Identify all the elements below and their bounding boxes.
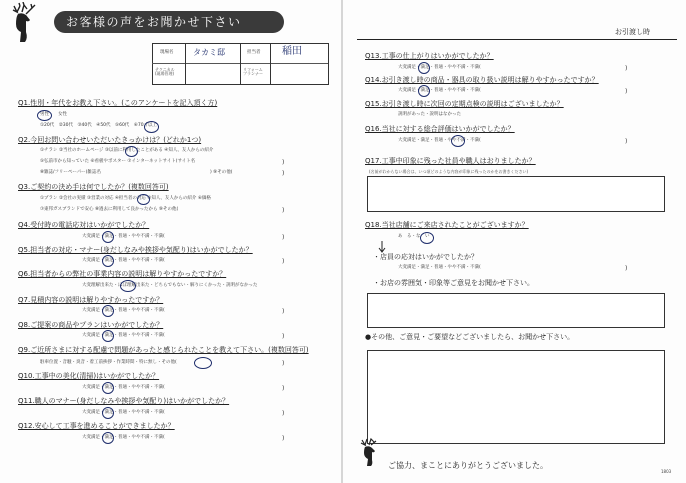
value-builder: 稲田 xyxy=(282,46,302,57)
deer-logo-icon xyxy=(357,437,383,467)
q15-question: Q15.お引き渡し時に次回の定期点検の説明はございましたか？ xyxy=(365,100,564,108)
answer-mark xyxy=(125,146,138,157)
answer-mark xyxy=(37,110,52,121)
q2-line2: ⑤弘前市から知っていた ⑥看板やポスター ⑦インターネットサイト(サイト名 xyxy=(40,159,196,164)
q2-question: Q2.今回お問い合わせいただいたきっかけは？(どれか1つ) xyxy=(18,136,202,144)
page-code: 1803 xyxy=(661,469,672,474)
label-reform: リフォーム プランナー xyxy=(243,67,263,76)
q11-scale: 大変満足・満足・普通・やや不満・不満( xyxy=(82,410,165,415)
value-site: タカミ邸 xyxy=(193,48,225,57)
q11-question: Q11.職人のマナー(身だしなみや挨拶や気配り)はいかがでしたか？ xyxy=(18,397,230,405)
answer-mark xyxy=(102,382,114,394)
arrow-down-icon xyxy=(378,241,386,253)
q5-question: Q5.担当者の対応・マナー(身だしなみや挨拶や気配り)はいかがでしたか？ xyxy=(18,246,253,254)
q4-question: Q4.受付時の電話応対はいかがでしたか？ xyxy=(18,221,150,229)
q3-line2: ⑦東邦ガスブランドで安心 ⑧過去に利用して良かったから ⑨その他( xyxy=(40,207,179,212)
answer-mark xyxy=(420,232,434,244)
deer-logo-icon xyxy=(4,2,48,44)
label-engineer: テクニカル (現場管理) xyxy=(155,67,175,76)
other-answer-box xyxy=(367,350,665,444)
other-question: ●その他、ご意見・ご要望などございましたら、お聞かせ下さい。 xyxy=(365,333,575,341)
q10-scale: 大変満足・満足・普通・やや不満・不満( xyxy=(82,385,165,390)
answer-mark xyxy=(102,255,114,267)
q1-question: Q1.性別・年代をお教え下さい。(このアンケートを記入頂く方) xyxy=(18,99,218,107)
label-site: 現場名 xyxy=(160,50,174,55)
q18-answer-box xyxy=(367,293,665,328)
answer-mark xyxy=(102,432,114,444)
label-builder: 担当者 xyxy=(247,50,261,55)
q9-scale: 駐車位置・音騒・臭音・着工前挨拶・作業時間・特に無し・その他( xyxy=(40,360,177,365)
q16-scale: 大変満足・満足・普通・やや不満・不満( xyxy=(398,138,481,143)
q18-sub2: ・お店の雰囲気・印象等ご意見をお聞かせ下さい。 xyxy=(373,279,534,287)
answer-mark xyxy=(137,194,150,205)
q5-scale: 大変満足・満足・普通・やや不満・不満( xyxy=(82,258,165,263)
q17-question: Q17.工事中印象に残った社員や職人はおりましたか？ xyxy=(365,157,536,165)
answer-mark xyxy=(451,135,465,147)
q17-note: (名前がわからない場合は、いつ頃どのような内容が印象に残ったのかをお書きください) xyxy=(369,169,529,174)
q3-line1: ①プラン ②会社の実績 ③営業の対応 ④担当者の対応 ⑤知人、友人からの紹介 ⑥価格 xyxy=(40,196,211,201)
answer-mark xyxy=(102,231,114,243)
q8-scale: 大変満足・満足・普通・やや不満・不満( xyxy=(82,333,165,338)
q13-question: Q13.工事の仕上がりはいかがでしたか？ xyxy=(365,52,494,60)
q3-question: Q3.ご契約の決め手は何でしたか？(複数回答可) xyxy=(18,183,169,191)
q2-line4: ) ⑨その他( xyxy=(210,170,233,175)
q2-line3: ⑧雑誌/フリーペーパー(雑誌名 xyxy=(40,170,101,175)
answer-mark xyxy=(120,280,136,292)
q12-question: Q12.安心して工事を進めることができましたか？ xyxy=(18,422,175,430)
answer-mark xyxy=(102,305,114,317)
q18-yes-no: あ る・な い xyxy=(398,234,430,239)
q17-answer-box xyxy=(367,176,665,212)
q2-line1: ①チラシ ②当社のホームページ ③以前に利用したことがある ④知人、友人からの紹介 xyxy=(40,148,214,153)
thanks-message: ご協力、まことにありがとうございました。 xyxy=(388,461,548,470)
q7-scale: 大変満足・満足・普通・やや不満・不満( xyxy=(82,308,165,313)
q18-scale: 大変満足・満足・普通・やや不満・不満( xyxy=(398,265,481,270)
right-page: お引渡し時 Q13.工事の仕上がりはいかがでしたか？ 大変満足・満足・普通・やや不満・不満( ) Q14.お引き渡し時の商品・器具の取り扱い説明は解りやすかったですか？ 大変満足・満足・普通・やや不満・不満( ) Q15.お引き渡し時に次回の定期点検の説明はございましたか？ 説明があった・説明はなかった Q16.当社に対する総合評価はいかがでしたか？ 大変満足・満足・普通・やや不満・不満( ) Q17.工事中印象に残った社員や職人はおりましたか？ (名前がわからない場合は、いつ頃どのような内容が印象に残ったのかをお書きください) Q18.当社店舗にご来店されたことがございますか？ あ る・な い ・店員の応対はいかがでしたか？ 大変満足・満足・普通・やや不満・不満( ) ・お店の雰囲気・印象等ご意見をお聞かせ下さい。 ●その他、ご意見・ご要望などございましたら、お聞かせ下さい。 ご協力、まことにありがとうございました。 1803 xyxy=(343,0,686,483)
q14-question: Q14.お引き渡し時の商品・器具の取り扱い説明は解りやすかったですか？ xyxy=(365,76,599,84)
q14-scale: 大変満足・満足・普通・やや不満・不満( xyxy=(398,88,481,93)
q4-scale: 大変満足・満足・普通・やや不満・不満( xyxy=(82,234,165,239)
q18-sub1: ・店員の応対はいかがでしたか？ xyxy=(373,253,478,261)
answer-mark xyxy=(102,407,114,419)
q7-question: Q7.見積内容の説明は解りやすかったですか？ xyxy=(18,296,164,304)
q9-question: Q9.ご近所さまに対する配慮で問題があったと感じられたことを教えて下さい。(複数回答可) xyxy=(18,346,309,354)
corner-label: お引渡し時 xyxy=(615,28,650,36)
q13-scale: 大変満足・満足・普通・やや不満・不満( xyxy=(398,65,481,70)
q15-scale: 説明があった・説明はなかった xyxy=(398,112,461,117)
q1-gender: 男性 女性 xyxy=(40,112,67,117)
q18-question: Q18.当社店舗にご来店されたことがございますか？ xyxy=(365,221,529,229)
answer-mark xyxy=(194,357,212,369)
answer-mark xyxy=(418,62,430,74)
q6-question: Q6.担当者からの弊社の事業内容の説明は解りやすかったですか？ xyxy=(18,270,227,278)
answer-mark xyxy=(102,330,114,342)
q10-question: Q10.工事中の美化(清掃)はいかがでしたか？ xyxy=(18,372,160,380)
answer-mark xyxy=(144,121,159,133)
q16-question: Q16.当社に対する総合評価はいかがでしたか？ xyxy=(365,125,515,133)
left-page: お客様の声をお聞かせ下さい 現場名 タカミ邸 担当者 稲田 テクニカル (現場管理) リフォーム プランナー Q1.性別・年代をお教え下さい。(このアンケートを記入頂く方) 男性 女性 ①20代 ②30代 ③40代 ④50代 ⑤60代 ⑥70才以上 Q2.今回お問い合わせいただいたきっかけは？(どれか1つ) ①チラシ ②当社のホームページ ③以前に利用したことがある ④知人、友人からの紹介 ⑤弘前市から知っていた ⑥看板やポスター ⑦インターネットサイト(サイト名 ⑧雑誌/フリーペーパー(雑誌名 ) ⑨その他( ) ) Q3.ご契約の決め手は何でしたか？(複数回答可) ①プラン ②会社の実績 ③営業の対応 ④担当者の対応 ⑤知人、友人からの紹介 ⑥価格 ⑦東邦ガスブランドで安心 ⑧過去に利用して良かったから ⑨その他( ) Q4.受付時の電話応対はいかがでしたか？ 大変満足・満足・普通・やや不満・不満( ) Q5.担当者の対応・マナー(身だしなみや挨拶や気配り)はいかがでしたか？ 大変満足・満足・普通・やや不満・不満( ) Q6.担当者からの弊社の事業内容の説明は解りやすかったですか？ 大変理解出来た・ほぼ理解出来た・どちらでもない・解りにくかった・説明がなかった Q7.見積内容の説明は解りやすかったですか？ 大変満足・満足・普通・やや不満・不満( ) Q8.ご提案の商品やプランはいかがでしたか？ 大変満足・満足・普通・やや不満・不満( ) Q9.ご近所さまに対する配慮で問題があったと感じられたことを教えて下さい。(複数回答可) 駐車位置・音騒・臭音・着工前挨拶・作業時間・特に無し・その他( ) Q10.工事中の美化(清掃)はいかがでしたか？ 大変満足・満足・普通・やや不満・不満( ) Q11.職人のマナー(身だしなみや挨拶や気配り)はいかがでしたか？ 大変満足・満足・普通・やや不満・不満( ) Q12.安心して工事を進めることができましたか？ 大変満足・満足・普通・やや不満・不満( ) xyxy=(0,0,342,483)
q1-ages: ①20代 ②30代 ③40代 ④50代 ⑤60代 ⑥70才以上 xyxy=(40,123,158,128)
q6-scale: 大変理解出来た・ほぼ理解出来た・どちらでもない・解りにくかった・説明がなかった xyxy=(82,283,258,288)
page-title: お客様の声をお聞かせ下さい xyxy=(66,15,242,29)
answer-mark xyxy=(418,85,430,97)
q8-question: Q8.ご提案の商品やプランはいかがでしたか？ xyxy=(18,321,164,329)
q12-scale: 大変満足・満足・普通・やや不満・不満( xyxy=(82,435,165,440)
